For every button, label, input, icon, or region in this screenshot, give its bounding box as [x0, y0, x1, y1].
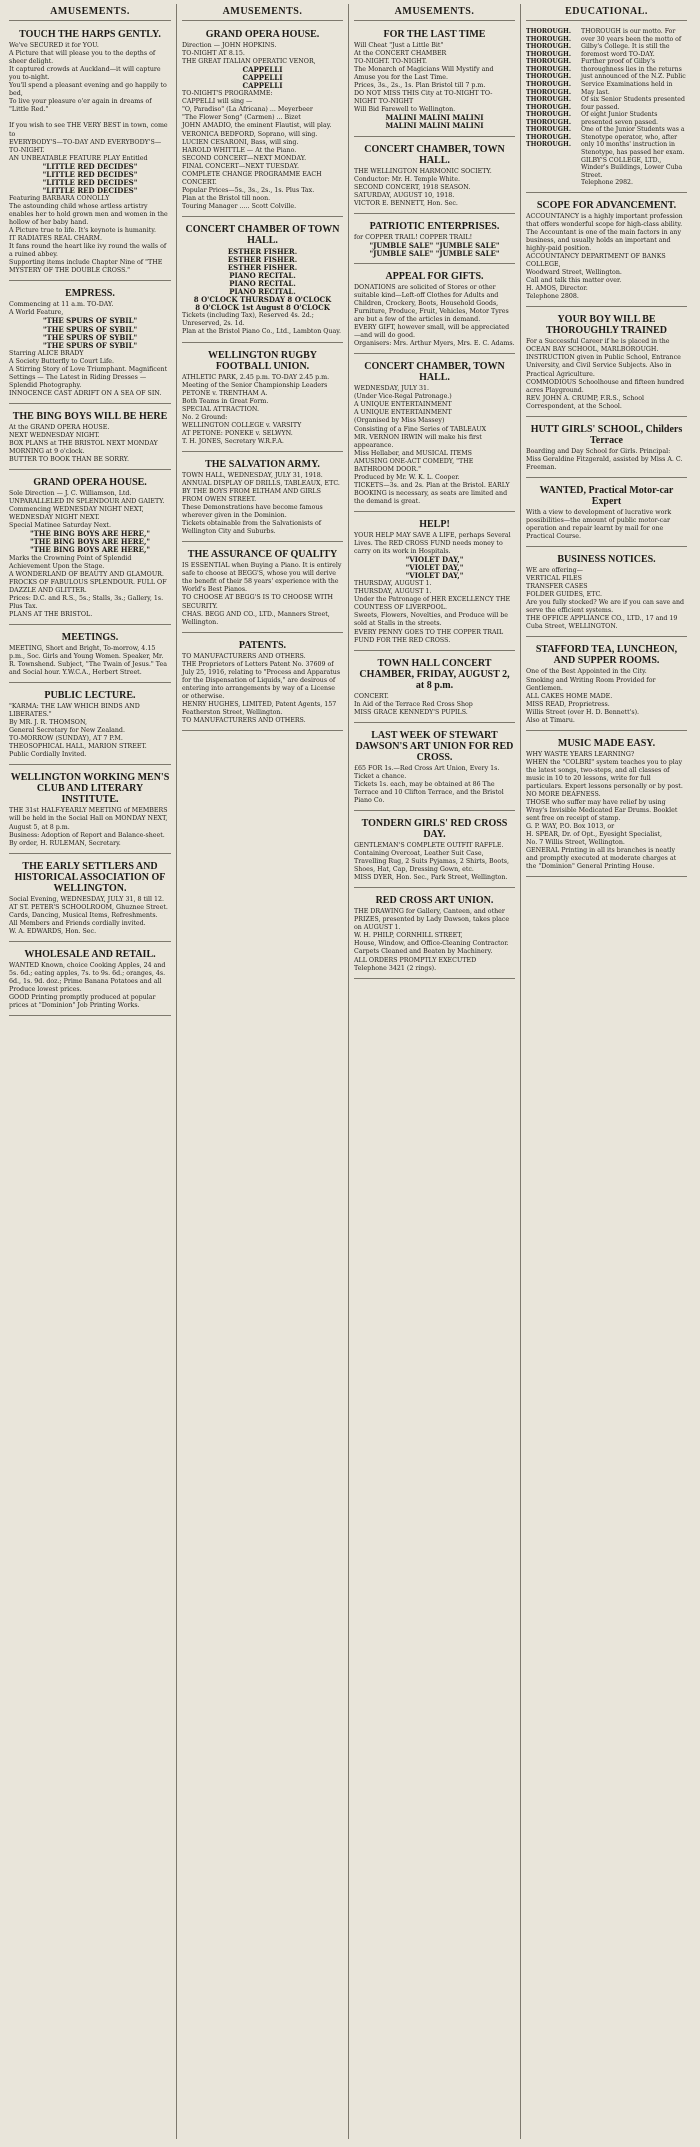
advert-title: GRAND OPERA HOUSE.: [33, 477, 147, 489]
advert-text: £65 FOR 1s.—Red Cross Art Union, Every 1s. Ticket a chance. Tickets 1s. each, may be obtained at 86 The Terrace and 10 Clifton Terrace, and the Bristol Piano Co.: [354, 764, 504, 804]
advertisement: [526, 640, 687, 730]
advert-text: Social Evening, WEDNESDAY, JULY 31, 8 till 12. AT ST. PETER'S SCHOOLROOM, Ghuznee Street. Cards, Dancing, Musical Items, Refreshments. All Members and Friends cordially invited. W. A. EDWARDS, Hon. Sec.: [9, 895, 168, 935]
advertisement: [354, 515, 515, 651]
advert-text: Direction — JOHN HOPKINS. TO-NIGHT AT 8.15. THE GREAT ITALIAN OPERATIC VENOR,: [182, 42, 316, 66]
advert-text: THURSDAY, AUGUST 1. THURSDAY, AUGUST 1. Under the Patronage of HER EXCELLENCY THE COUNTESS OF LIVERPOOL. Sweets, Flowers, Novelties, and Produce will be sold at Stalls in the streets. EVERY PENNY GOES TO THE COPPER TRAIL FUND FOR THE RED CROSS.: [354, 580, 511, 644]
newspaper-page: [4, 4, 696, 2139]
advert-repeated-text: CAPPELLI CAPPELLI CAPPELLI: [242, 65, 283, 91]
advert-text: One of the Best Appointed in the City. Smoking and Writing Room Provided for Gentlemen. ALL CAKES HOME MADE. MISS READ, Proprietress. Willis Street (over H. D. Bennett's). Also at Timaru.: [526, 668, 656, 724]
advert-text: TO MANUFACTURERS AND OTHERS. THE Proprietors of Letters Patent No. 37609 of July 25, 1916, relating to "Process and Apparatus for the Dispensation of Liquids," are desirous of entering into arrangements by way of a License or otherwise. HENRY HUGHES, LIMITED, Patent Agents, 157 Featherston Street, Wellington. TO MANUFACTURERS AND OTHERS.: [182, 652, 341, 725]
advertisement: [182, 545, 343, 632]
advert-text: GENTLEMAN'S COMPLETE OUTFIT RAFFLE. Containing Overcoat, Leather Suit Case, Travelling Rug, 2 Suits Pyjamas, 2 Shirts, Boots, Shoes, Hat, Cap, Dressing Gown, etc. MISS DYER, Hon. Sec., Park Street, Wellington.: [354, 842, 509, 882]
advertisement: [354, 357, 515, 512]
advert-text: Will Cheat "Just a Little Bit" At the CONCERT CHAMBER TO-NIGHT. TO-NIGHT. The Monarch of Magicians Will Mystify and Amuse you for the Last Time. Prices, 3s., 2s., 1s. Plan Bristol till 7 p.m. DO NOT MISS THIS City at TO-NIGHT TO-NIGHT TO-NIGHT Will Bid Farewell to Wellington.: [354, 42, 494, 114]
advert-text: WHY WASTE YEARS LEARNING? WHEN the "COLBRI" system teaches you to play the latest songs, two-steps, and all classes of music in 10 to 20 lessons, write for full particulars. Expert lessons personally or by post. NO MORE DEAFNESS. THOSE who suffer may have relief by using Wray's Invisible Medicated Ear Drums. Booklet sent free on receipt of stamp. G. P. WAY, P.O. Box 1013, or H. SPEAR, Dr. of Opt., Eyesight Specialist, No. 7 Willis Street, Wellington. GENERAL Printing in all its branches is neatly and promptly executed at moderate charges at the "Dominion" General Printing House.: [526, 750, 683, 871]
advertisement: [354, 891, 515, 978]
advert-title: THE EARLY SETTLERS AND HISTORICAL ASSOCIATION OF WELLINGTON.: [14, 860, 166, 894]
advertisement: [526, 25, 687, 193]
advertisement: [182, 346, 343, 452]
advertisement: [9, 473, 171, 625]
advert-title: GRAND OPERA HOUSE.: [205, 29, 320, 40]
advert-title: CONCERT CHAMBER OF TOWN HALL.: [185, 223, 340, 246]
advert-text: TOWN HALL, WEDNESDAY, JULY 31, 1918. ANNUAL DISPLAY OF DRILLS, TABLEAUX, ETC. BY THE BOYS FROM ELTHAM AND GIRLS FROM OWEN STREET. These Demonstrations have become famous wherever given in the Dominion. Tickets obtainable from the Salvationists of Wellington City and Suburbs.: [182, 471, 340, 536]
advert-title: TONDERN GIRLS' RED CROSS DAY.: [361, 818, 508, 840]
advert-text: DONATIONS are solicited of Stores or other suitable kind—Left-off Clothes for Adults and Children, Crockery, Boots, Household Goods, Furniture, Produce, Fruit, Vehicles, Motor Tyres are but a few of the articles in demand. EVERY GIFT, however small, will be appreciated—and will do good. Organisers: Mrs. Arthur Myers, Mrs. E. C. Adams.: [354, 283, 515, 348]
advertisement: [182, 636, 343, 731]
advert-title: TOUCH THE HARPS GENTLY.: [19, 29, 161, 40]
advert-title: FOR THE LAST TIME: [383, 29, 486, 40]
advert-text: MEETING, Short and Bright, To-morrow, 4.15 p.m., Soc. Girls and Young Women. Speaker, Mr. R. Townshend. Subject, "The Twain of Jesus." Tea and Social hour. Y.W.C.A., Herbert Street.: [9, 644, 167, 677]
advert-title: HELP!: [419, 518, 450, 530]
column-4: [520, 4, 692, 2139]
advert-text: for COPPER TRAIL! COPPER TRAIL!: [354, 233, 473, 241]
advert-title: EMPRESS.: [65, 288, 115, 300]
advertisement: [354, 726, 515, 811]
advert-text: Starring ALICE BRADY A Society Butterfly to Court Life. A Stirring Story of Love Triumphant. Magnificent Settings — The Latest in Riding Dresses — Splendid Photography. INNOCENCE CAST ADRIFT ON A SEA OF SIN.: [9, 349, 168, 397]
column-3: [348, 4, 520, 2139]
repeated-word-column: THOROUGH. THOROUGH. THOROUGH. THOROUGH. THOROUGH. THOROUGH. THOROUGH. THOROUGH. THOROUGH. THOROUGH. THOROUGH. THOROUGH. THOROUGH. THOROUGH. THOROUGH. THOROUGH.: [526, 28, 572, 149]
advertisement: [354, 814, 515, 888]
advert-text: THE DRAWING for Gallery, Canteen, and other PRIZES, presented by Lady Dawson, takes place on AUGUST 1. W. H. PHILP, CORNHILL STREET, House, Window, and Office-Cleaning Contractor. Carpets Cleaned and Beaten by Machinery. ALL ORDERS PROMPTLY EXECUTED Telephone 3421 (2 rings).: [354, 908, 510, 972]
advert-title: BUSINESS NOTICES.: [557, 554, 656, 566]
advert-text: At the GRAND OPERA HOUSE. NEXT WEDNESDAY NIGHT. BOX PLANS at THE BRISTOL NEXT MONDAY MORNING at 9 o'clock. BUTTER TO BOOK THAN BE SORRY.: [9, 423, 158, 464]
advertisement: [354, 267, 515, 354]
advert-title: LAST WEEK OF STEWART DAWSON'S ART UNION FOR RED CROSS.: [355, 729, 514, 763]
advertisement: [9, 25, 171, 281]
advert-text: TO-NIGHT'S PROGRAMME: CAPPELLI will sing — "O, Paradiso" (La Africana) ... Meyerbeer "The Flower Song" (Carmen) ... Bizet JOHN AMADIO, the eminent Flautist, will play. VERONICA BEDFORD, Soprano, will sing. LUCIEN CESARONI, Bass, will sing. HAROLD WHITTLE — At the Piano. SECOND CONCERT—NEXT MONDAY. FINAL CONCERT—NEXT TUESDAY. COMPLETE CHANGE PROGRAMME EACH CONCERT. Popular Prices—5s., 3s., 2s., 1s. Plus Tax. Plan at the Bristol till noon. Touring Manager ..... Scott Colville.: [182, 90, 332, 210]
advert-repeated-text: ESTHER FISHER. ESTHER FISHER. ESTHER FISHER. PIANO RECITAL. PIANO RECITAL. PIANO RECITAL. 8 O'CLOCK THURSDAY 8 O'CLOCK 8 O'CLOCK 1st August 8 O'CLOCK: [193, 246, 332, 313]
advertisement: [354, 140, 515, 214]
advert-title: THE ASSURANCE OF QUALITY: [187, 549, 338, 561]
column-header: EDUCATIONAL.: [526, 4, 687, 21]
advertisement: [9, 857, 171, 942]
advert-title: APPEAL FOR GIFTS.: [385, 270, 484, 282]
advert-title: CONCERT CHAMBER, TOWN HALL.: [364, 361, 505, 384]
advert-text: WEDNESDAY, JULY 31. (Under Vice-Regal Patronage.) A UNIQUE ENTERTAINMENT A UNIQUE ENTERTAINMENT (Organised by Miss Massey) Consisting of a Fine Series of TABLEAUX MR. VERNON IRWIN will make his first appearance. Miss Hellaber, and MUSICAL ITEMS AMUSING ONE-ACT COMEDY, "THE BATHROOM DOOR." Produced by Mr. W. K. L. Cooper. TICKETS—3s. and 2s. Plan at the Bristol. EARLY BOOKING is necessary, as seats are limited and the demand is great.: [354, 385, 510, 505]
advert-text: Boarding and Day School for Girls. Principal: Miss Geraldine Fitzgerald, assisted by Miss A. C. Freeman.: [526, 447, 683, 471]
advertisement: [182, 25, 343, 217]
advert-title: MEETINGS.: [61, 631, 119, 643]
advert-text: YOUR HELP MAY SAVE A LIFE, perhaps Several Lives. The RED CROSS FUND needs money to carry on its work in Hospitals.: [354, 531, 511, 556]
stacked-advert: [526, 28, 687, 187]
advert-title: THE BING BOYS WILL BE HERE: [12, 410, 168, 422]
advert-title: WELLINGTON RUGBY FOOTBALL UNION.: [207, 349, 317, 372]
advert-text: ATHLETIC PARK, 2.45 p.m. TO-DAY 2.45 p.m. Meeting of the Senior Championship Leaders PETONE v. TRENTHAM A. Both Teams in Great Form. SPECIAL ATTRACTION. No. 2 Ground: WELLINGTON COLLEGE v. VARSITY AT PETONE: PONEKE v. SELWYN. T. H. JONES, Secretary W.R.F.A.: [182, 373, 330, 445]
advert-title: YOUR BOY WILL BE THOROUGHLY TRAINED: [545, 314, 668, 337]
advertisement: [354, 217, 515, 264]
advert-repeated-text: MALINI MALINI MALINI MALINI MALINI MALINI: [385, 113, 484, 131]
advertisement: [526, 481, 687, 547]
advert-text: THE 31st HALF-YEARLY MEETING of MEMBERS will be held in the Social Hall on MONDAY NEXT, August 5, at 8 p.m. Business: Adoption of Report and Balance-sheet. By order, H. RULEMAN, Secretary.: [9, 807, 168, 847]
advert-text: THE WELLINGTON HARMONIC SOCIETY. Conductor: Mr. H. Temple White. SECOND CONCERT, 1918 SEASON. SATURDAY, AUGUST 10, 1918. VICTOR E. BENNETT, Hon. Sec.: [354, 167, 492, 207]
advertisement: [9, 628, 171, 683]
advert-body: THOROUGH is our motto. For over 30 years been the motto of Gilby's College. It is still the foremost word TO-DAY. Further proof of Gilby's thoroughness lies in the returns just announced of the N.Z. Public Service Examinations held in May last. Of six Senior Students presented four passed. Of eight Junior Students presented seven passed. One of the Junior Students was a Stenotype operator, who, after only 10 months' instruction in Stenotype, has passed her exam. GILBY'S COLLEGE, LTD., Winder's Buildings, Lower Cuba Street. Telephone 2982.: [581, 28, 686, 187]
advert-text: WANTED Known, choice Cooking Apples, 24 and 5s. 6d.; eating apples, 7s. to 9s. 6d.; oranges, 4s. 6d., 1s. 9d. doz.; Prime Banana Potatoes and all Produce lowest prices. GOOD Printing promptly produced at popular prices at "Dominion" Job Printing Works.: [9, 961, 166, 1010]
advertisement: [354, 25, 515, 137]
advertisement: [526, 420, 687, 478]
column-header: AMUSEMENTS.: [182, 4, 343, 21]
advert-text: Featuring BARBARA CONOLLY The astounding child whose artless artistry enables her to hold grown men and women in the hollow of her baby hand. A Picture true to life. It's keynote is humanity. IT RADIATES REAL CHARM. It fans round the heart like ivy round the walls of a ruined abbey. Supporting items include Chapter Nine of "THE MYSTERY OF THE DOUBLE CROSS.": [9, 194, 168, 275]
advert-title: THE SALVATION ARMY.: [205, 458, 320, 470]
column-header: AMUSEMENTS.: [354, 4, 515, 21]
advert-text: We've SECURED it for YOU. A Picture that will please you to the depths of sheer delight. It captured crowds at Auckland—it will capture you to-night. You'll spend a pleasant evening and go happily to bed, To live your pleasure o'er again in dreams of "Little Red." If you wish to see THE VERY BEST in town, come to EVERYBODY'S—TO-DAY AND EVERYBODY'S—TO-NIGHT. AN UNBEATABLE FEATURE PLAY Entitled: [9, 42, 168, 162]
advertisement: [9, 284, 171, 404]
advert-repeated-text: "THE BING BOYS ARE HERE," "THE BING BOYS ARE HERE," "THE BING BOYS ARE HERE,": [29, 529, 151, 555]
advert-repeated-text: "VIOLET DAY," "VIOLET DAY," "VIOLET DAY,": [405, 555, 464, 581]
column-1: [4, 4, 176, 2139]
advertisement: [526, 550, 687, 637]
advertisement: [9, 407, 171, 470]
advertisement: [354, 654, 515, 723]
advert-title: WHOLESALE AND RETAIL.: [24, 948, 156, 960]
advert-title: PUBLIC LECTURE.: [44, 690, 136, 702]
advert-title: PATENTS.: [238, 639, 287, 651]
advert-text: With a view to development of lucrative work possibilities—the amount of public motor-car operation and repair learnt by mail for one Practical Course.: [526, 508, 672, 541]
column-2: [176, 4, 348, 2139]
advert-text: Sole Direction — J. C. Williamson, Ltd. UNPARALLELED IN SPLENDOUR AND GAIETY. Commencing WEDNESDAY NIGHT NEXT, WEDNESDAY NIGHT NEXT. Special Matinee Saturday Next.: [9, 490, 165, 530]
advert-title: HUTT GIRLS' SCHOOL, Childers Terrace: [530, 423, 683, 446]
advertisement: [9, 686, 171, 765]
advert-text: "KARMA: THE LAW WHICH BINDS AND LIBERATES." By MR. J. R. THOMSON, General Secretary for New Zealand. TO-MORROW (SUNDAY), AT 7 P.M. THEOSOPHICAL HALL, MARION STREET. Public Cordially Invited.: [9, 703, 147, 759]
advertisement: [182, 220, 343, 343]
advert-title: STAFFORD TEA, LUNCHEON, AND SUPPER ROOMS.: [535, 644, 678, 667]
advert-text: ACCOUNTANCY is a highly important profession that offers wonderful scope for high-class ability. The Accountant is one of the main factors in any business, and usually holds an important and highly-paid position. ACCOUNTANCY DEPARTMENT OF BANKS COLLEGE, Woodward Street, Wellington. Call and talk this matter over. H. AMOS, Director. Telephone 2808.: [526, 212, 683, 301]
advert-title: CONCERT CHAMBER, TOWN HALL.: [364, 143, 505, 166]
column-header: AMUSEMENTS.: [9, 4, 171, 21]
advert-title: MUSIC MADE EASY.: [557, 737, 656, 749]
advert-repeated-text: "THE SPURS OF SYBIL" "THE SPURS OF SYBIL" "THE SPURS OF SYBIL" "THE SPURS OF SYBIL": [42, 316, 138, 350]
advert-text: Tickets (including Tax), Reserved 4s. 2d.; Unreserved, 2s. 1d. Plan at the Bristol Piano Co., Ltd., Lambton Quay.: [182, 312, 341, 336]
advert-title: SCOPE FOR ADVANCEMENT.: [536, 199, 677, 211]
advert-text: IS ESSENTIAL when Buying a Piano. It is entirely safe to choose at BEGG'S, whose you will derive the benefit of their 58 years' experience with the World's Best Pianos. TO CHOOSE AT BEGG'S IS TO CHOOSE WITH SECURITY. CHAS. BEGG AND CO., LTD., Manners Street, Wellington.: [182, 562, 342, 626]
advertisement: [9, 945, 171, 1016]
advert-title: WANTED, Practical Motor-car Expert: [539, 484, 674, 507]
advert-title: RED CROSS ART UNION.: [375, 895, 494, 907]
advertisement: [9, 768, 171, 853]
advert-repeated-text: "JUMBLE SALE" "JUMBLE SALE" "JUMBLE SALE" "JUMBLE SALE": [369, 240, 500, 258]
advert-repeated-text: "LITTLE RED DECIDES" "LITTLE RED DECIDES" "LITTLE RED DECIDES" "LITTLE RED DECIDES": [42, 161, 138, 195]
advertisement: [526, 196, 687, 308]
advertisement: [526, 734, 687, 878]
advert-text: For a Successful Career if he is placed in the OCEAN BAY SCHOOL, MARLBOROUGH. INSTRUCTION given in Public School, Entrance University, and Civil Service Subjects. Also in Practical Agriculture. COMMODIOUS Schoolhouse and fifteen hundred acres Playground. REV. JOHN A. CRUMP, F.R.S., School Correspondent, at the School.: [526, 338, 685, 410]
advert-title: PATRIOTIC ENTERPRISES.: [369, 220, 500, 232]
advert-title: TOWN HALL CONCERT CHAMBER, FRIDAY, AUGUST 2, at 8 p.m.: [359, 657, 510, 691]
advertisement: [182, 455, 343, 542]
advert-title: WELLINGTON WORKING MEN'S CLUB AND LITERARY INSTITUTE.: [10, 772, 170, 806]
advert-text: Commencing at 11 a.m. TO-DAY. A World Feature,: [9, 301, 114, 317]
advert-text: CONCERT. In Aid of the Terrace Red Cross Shop MISS GRACE KENNEDY'S PUPILS.: [354, 692, 473, 716]
advert-text: WE are offering— VERTICAL FILES TRANSFER CASES FOLDER GUIDES, ETC. Are you fully stocked? We are if you can save and serve the efficient systems. THE OFFICE APPLIANCE CO., LTD., 17 and 19 Cuba Street, WELLINGTON.: [526, 567, 685, 631]
advert-text: Marks the Crowning Point of Splendid Achievement Upon the Stage. A WONDERLAND OF BEAUTY AND GLAMOUR. FROCKS OF FABULOUS SPLENDOUR. FULL OF DAZZLE AND GLITTER. Prices: D.C. and R.S., 5s.; Stalls, 3s.; Gallery, 1s. Plus Tax. PLANS AT THE BRISTOL.: [9, 554, 167, 618]
advertisement: [526, 310, 687, 416]
